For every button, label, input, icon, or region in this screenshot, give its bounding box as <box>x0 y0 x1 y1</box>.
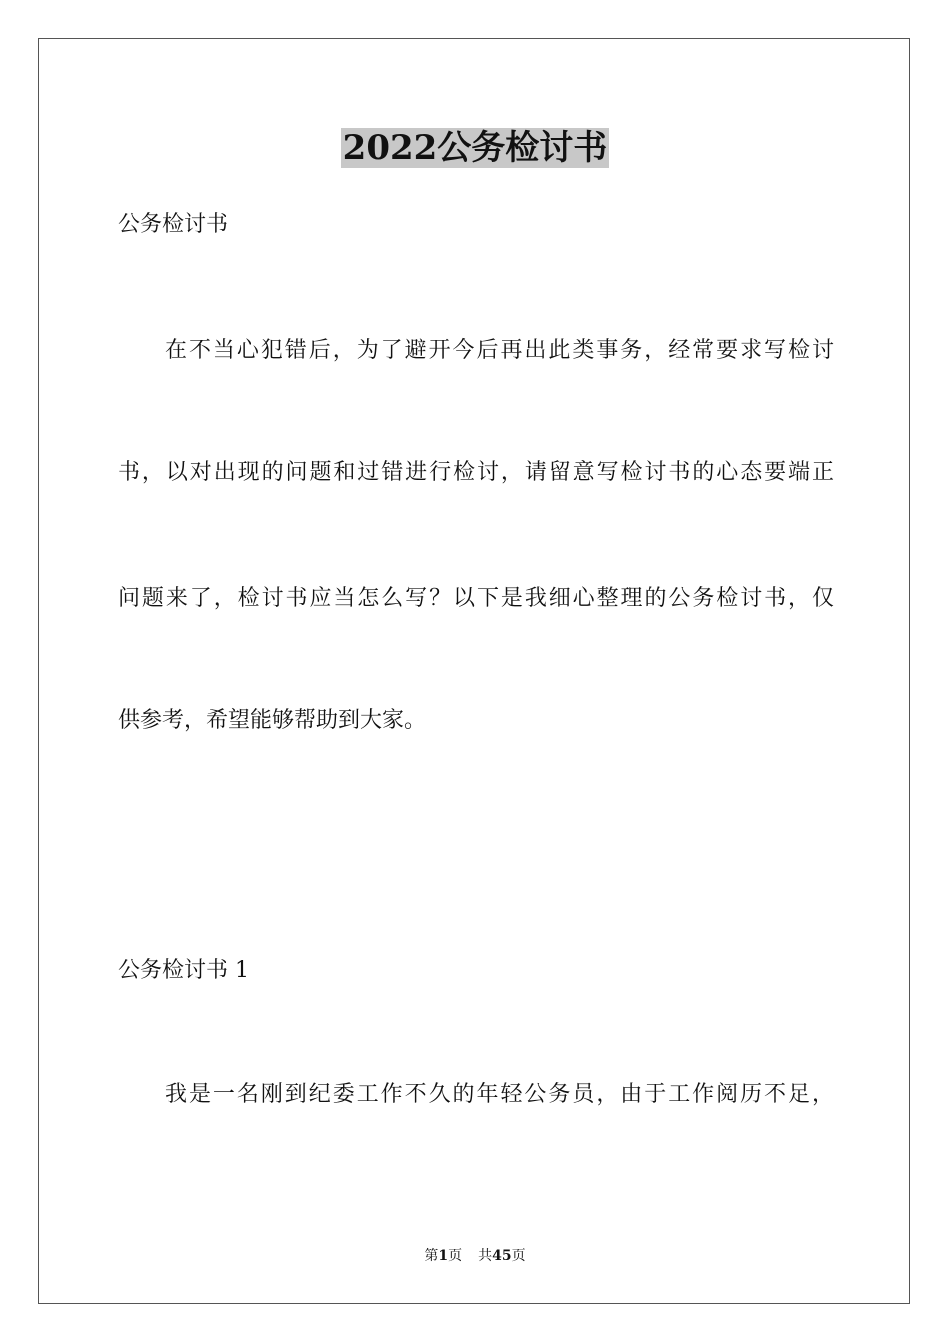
intro-line-2: 书，以对出现的问题和过错进行检讨，请留意写检讨书的心态要端正 <box>118 460 834 485</box>
footer-total-pages: 45 <box>492 1248 512 1264</box>
footer-total-prefix: 共 <box>478 1248 493 1264</box>
footer-page-number: 1 <box>438 1248 449 1264</box>
footer-page-prefix: 第 <box>424 1248 439 1264</box>
intro-line-4: 供参考，希望能够帮助到大家。 <box>118 708 427 733</box>
footer-total-suffix: 页 <box>511 1248 526 1264</box>
document-title <box>0 126 950 170</box>
intro-line-3: 问题来了，检讨书应当怎么写？以下是我细心整理的公务检讨书，仅 <box>118 586 834 611</box>
document-subtitle: 公务检讨书 <box>118 212 229 237</box>
section-paragraph-line-1: 我是一名刚到纪委工作不久的年轻公务员，由于工作阅历不足， <box>165 1082 834 1107</box>
intro-line-1: 在不当心犯错后，为了避开今后再出此类事务，经常要求写检讨 <box>165 338 834 363</box>
section-heading: 公务检讨书 1 <box>118 958 249 983</box>
footer-page-suffix: 页 <box>448 1248 463 1264</box>
document-title-text: 2022公务检讨书 <box>342 128 608 168</box>
page-footer <box>0 1246 950 1266</box>
